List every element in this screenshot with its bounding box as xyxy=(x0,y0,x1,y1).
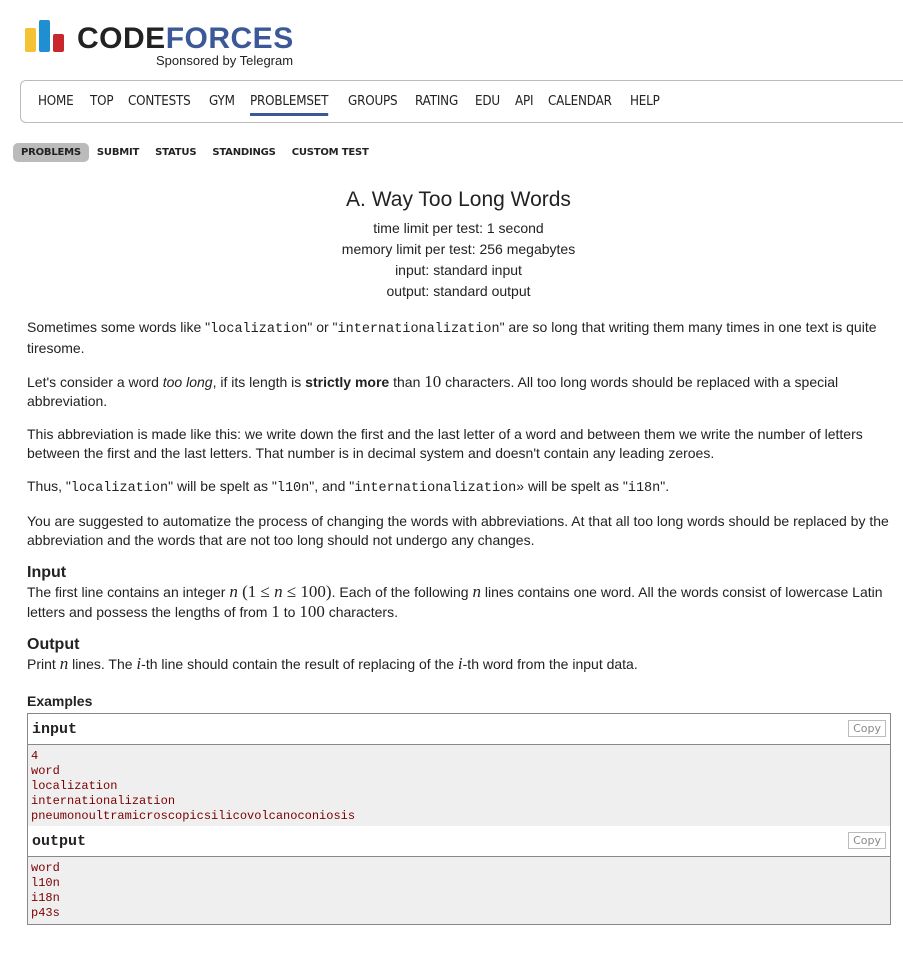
statement-paragraph-3: This abbreviation is made like this: we write down the first and the last letter of a word and between them we write the number of letters between the first and the last letters. That number is in decimal system and doesn't contain any leading zeroes. xyxy=(27,426,863,461)
main-menu xyxy=(20,80,903,123)
menu-item-groups[interactable]: GROUPS xyxy=(348,94,398,109)
logo-code: CODE xyxy=(77,22,166,55)
sample-line: p43s xyxy=(31,906,60,920)
menu-item-edu[interactable]: EDU xyxy=(474,94,500,109)
menu-item-contests[interactable]: CONTESTS xyxy=(128,94,191,109)
menu-item-help[interactable]: HELP xyxy=(630,94,660,109)
menu-item-api[interactable]: API xyxy=(514,94,534,109)
math-var: n xyxy=(59,654,69,673)
math-number: 10 xyxy=(424,372,442,391)
sample-output-body[interactable] xyxy=(28,857,890,924)
second-level-menu xyxy=(13,143,377,162)
emphasis: too long xyxy=(162,374,213,390)
sample-line: localization xyxy=(31,779,118,793)
sample-line: 4 xyxy=(31,749,39,763)
text: characters. All too long words should be replaced with a special abbreviation. xyxy=(27,374,839,409)
sample-line: word xyxy=(31,861,60,875)
statement-paragraph-5: You are suggested to automatize the process of changing the words with abbreviations. At that all too long words should be replaced by the abbreviation and the words that are not too long should not undergo any changes. xyxy=(27,513,889,548)
math-text: ≤ 100) xyxy=(282,582,332,601)
text: lines contains one word. All the words consist of lowercase Latin letters and possess the lengths of from xyxy=(27,584,883,620)
text: Thus, " xyxy=(27,478,71,494)
sample-line: l10n xyxy=(31,876,60,890)
math-var: i xyxy=(136,654,142,673)
statement-paragraph-1 xyxy=(27,318,895,358)
math-var: n xyxy=(274,582,283,601)
text: " or " xyxy=(307,319,338,335)
text: , if its length is xyxy=(212,374,306,390)
math-expr xyxy=(238,582,332,601)
time-limit: time limit per test: 1 second xyxy=(373,220,544,236)
text: characters. xyxy=(324,604,398,620)
input-spec xyxy=(27,582,895,622)
statement-paragraph-2 xyxy=(27,372,895,411)
menu-item-rating[interactable]: RATING xyxy=(414,94,458,109)
tab-submit[interactable]: SUBMIT xyxy=(96,147,140,158)
logo-bars-icon xyxy=(25,20,67,52)
text: » will be spelt as " xyxy=(516,478,628,494)
menu-item-problemset[interactable]: PROBLEMSET xyxy=(250,94,328,116)
text: lines. The xyxy=(68,656,137,672)
text: . Each of the following xyxy=(331,584,473,600)
text: The first line contains an integer xyxy=(27,584,230,600)
sample-line: pneumonoultramicroscopicsilicovolcanoconiosis xyxy=(31,809,356,823)
sample-line: i18n xyxy=(31,891,60,905)
text: to xyxy=(279,604,300,620)
math-var: i xyxy=(457,654,463,673)
tab-status[interactable]: STATUS xyxy=(155,147,197,158)
copy-input-button[interactable]: Copy xyxy=(848,720,886,737)
examples-title: Examples xyxy=(27,693,93,709)
logo-bar-red xyxy=(53,34,64,52)
menu-item-top[interactable]: TOP xyxy=(89,94,114,109)
sample-line: word xyxy=(31,764,60,778)
logo-wordmark xyxy=(77,24,294,54)
sample-input-label: input xyxy=(32,721,78,738)
problem-title: A. Way Too Long Words xyxy=(346,188,571,211)
tab-standings[interactable]: STANDINGS xyxy=(212,147,276,158)
strong-text: strictly more xyxy=(305,374,390,390)
text: Print xyxy=(27,656,60,672)
text: -th word from the input data. xyxy=(462,656,638,672)
copy-output-button[interactable]: Copy xyxy=(848,832,886,849)
sample-output xyxy=(27,826,891,925)
code-word: localization xyxy=(210,322,308,337)
memory-limit: memory limit per test: 256 megabytes xyxy=(341,241,576,257)
math-var: n xyxy=(229,582,238,601)
math-var: n xyxy=(472,582,481,601)
text: Sometimes some words like " xyxy=(27,319,211,335)
tab-problems[interactable]: PROBLEMS xyxy=(13,143,89,162)
input-spec-title: Input xyxy=(27,564,67,581)
code-word: internationalization xyxy=(337,322,500,337)
sample-output-header xyxy=(28,826,890,857)
text: Let's consider a word xyxy=(27,374,163,390)
output-spec xyxy=(27,654,895,674)
code-word: l10n xyxy=(276,481,310,496)
output-spec-title: Output xyxy=(27,636,80,653)
sample-input-body[interactable] xyxy=(28,745,890,827)
math-text: (1 ≤ xyxy=(237,582,275,601)
menu-item-gym[interactable]: GYM xyxy=(209,94,235,109)
problem-header xyxy=(0,188,903,302)
sample-input xyxy=(27,713,891,828)
text: " will be spelt as " xyxy=(168,478,277,494)
input-file: input: standard input xyxy=(395,262,522,278)
text: ". xyxy=(660,478,670,494)
menu-item-calendar[interactable]: CALENDAR xyxy=(547,94,612,109)
code-word: internationalization xyxy=(354,481,517,496)
statement-paragraph-4 xyxy=(27,477,895,498)
code-word: localization xyxy=(70,481,169,496)
problem-statement xyxy=(27,318,895,688)
menu-item-home[interactable]: HOME xyxy=(38,94,74,109)
math-number: 1 xyxy=(271,602,280,621)
logo-bar-blue xyxy=(39,20,50,52)
tab-custom-test[interactable]: CUSTOM TEST xyxy=(291,147,369,158)
sample-output-label: output xyxy=(32,833,87,850)
logo-sponsor[interactable]: Sponsored by Telegram xyxy=(156,53,294,68)
output-file: output: standard output xyxy=(386,283,531,299)
code-word: i18n xyxy=(627,481,661,496)
text: than xyxy=(389,374,425,390)
logo-forces: FORCES xyxy=(165,22,294,55)
text: " are so long that writing them many times in one text is quite tiresome. xyxy=(27,319,877,356)
text: ", and " xyxy=(309,478,355,494)
math-number: 100 xyxy=(299,602,325,621)
logo-bar-yellow xyxy=(25,28,36,52)
text: -th line should contain the result of replacing of the xyxy=(141,656,458,672)
sample-line: internationalization xyxy=(31,794,176,808)
sample-input-header xyxy=(28,714,890,745)
